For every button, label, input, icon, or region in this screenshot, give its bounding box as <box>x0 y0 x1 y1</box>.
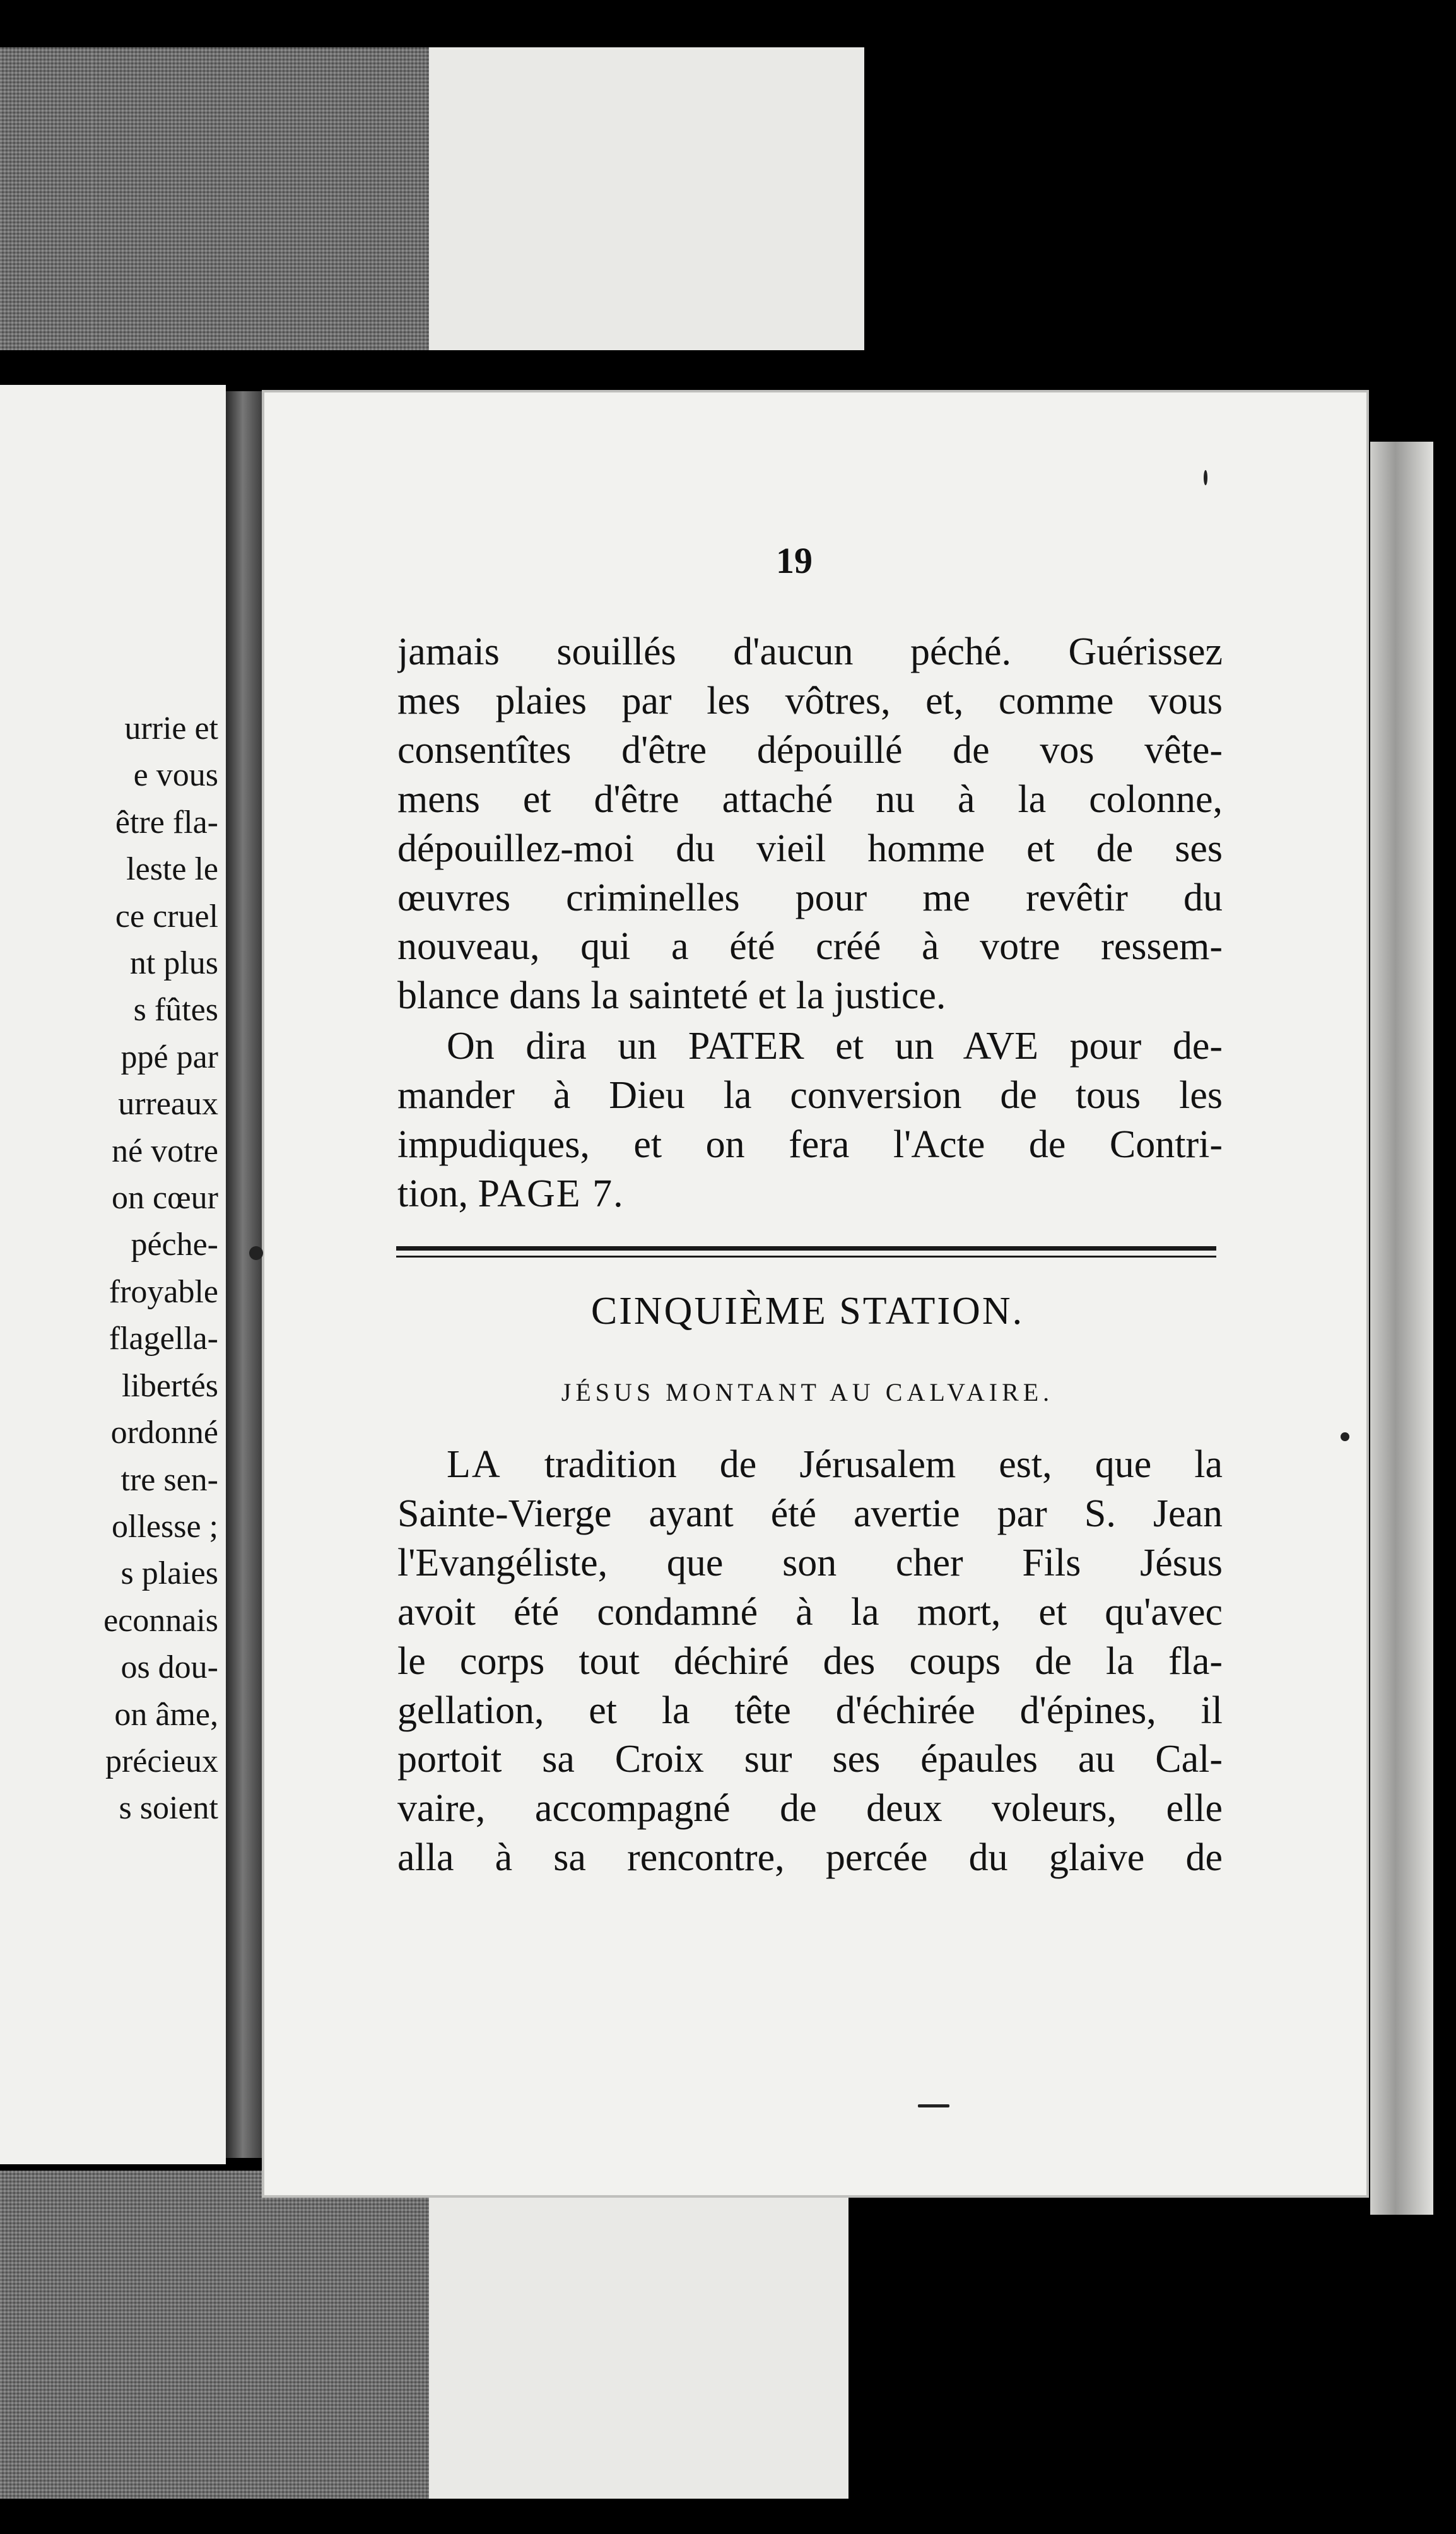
paragraph-prayer <box>397 628 1223 1021</box>
book-gutter <box>226 391 264 2158</box>
paper-strip-bottom <box>429 2171 848 2499</box>
left-page-text <box>10 705 218 1832</box>
section-rule-thin <box>396 1256 1216 1258</box>
text-line: alla à sa rencontre, percée du glaive de <box>397 1836 1223 1880</box>
text-line-last <box>397 1170 1223 1219</box>
drop-cap: LA <box>447 1443 502 1486</box>
text-line: vaire, accompagné de deux voleurs, elle <box>397 1787 1223 1830</box>
text-line: mens et d'être attaché nu à la colonne, <box>397 777 1223 821</box>
page-edges <box>1370 442 1433 2215</box>
left-line: être fla- <box>115 804 218 840</box>
text-line: gellation, et la tête d'échirée d'épines, il <box>397 1688 1223 1732</box>
left-line: s soient <box>119 1790 218 1827</box>
left-line: ordonné <box>110 1415 218 1451</box>
text-line: mes plaies par les vôtres, et, comme vous <box>397 679 1223 722</box>
paragraph-instruction <box>397 1022 1223 1071</box>
left-line: ce cruel <box>115 898 218 934</box>
scan-speck <box>1341 1432 1349 1441</box>
text-line: l'Evangéliste, que son cher Fils Jésus <box>397 1541 1223 1584</box>
section-heading: CINQUIÈME STATION. <box>590 1290 1024 1333</box>
text-line: avoit été condamné à la mort, et qu'avec <box>397 1590 1223 1634</box>
text-line <box>397 1441 1223 1490</box>
text-line: impudiques, et on fera l'Acte de Contri- <box>397 1123 1223 1166</box>
left-line: urreaux <box>118 1086 218 1123</box>
left-line: libertés <box>121 1367 218 1404</box>
text-line: mander à Dieu la conversion de tous les <box>397 1074 1223 1117</box>
left-line: ppé par <box>120 1039 218 1075</box>
left-line: froyable <box>109 1273 218 1310</box>
left-line: flagella- <box>109 1321 218 1357</box>
text-line: On dira un PATER et un AVE pour de- <box>447 1025 1223 1068</box>
left-line: e vous <box>133 757 218 794</box>
left-line: urrie et <box>124 710 218 746</box>
page-number: 19 <box>776 540 813 581</box>
paragraph-narrative <box>397 1441 1223 1883</box>
text-fragment: tradition de Jérusalem est, que la <box>501 1443 1223 1486</box>
text-line: consentîtes d'être dépouillé de vos vête- <box>397 728 1223 772</box>
scan-speck <box>1204 470 1207 485</box>
scan-speck <box>249 1246 263 1260</box>
left-line: précieux <box>105 1743 218 1779</box>
text-line: jamais souillés d'aucun péché. Guérissez <box>397 630 1223 673</box>
text-fragment: tion, <box>397 1172 478 1215</box>
text-line: blance dans la sainteté et la justice. <box>397 974 946 1018</box>
text-line: le corps tout déchiré des coups de la fla- <box>397 1639 1223 1683</box>
section-rule-thick <box>396 1246 1216 1251</box>
text-line: œuvres criminelles pour me revêtir du <box>397 876 1223 919</box>
text-line: Sainte-Vierge ayant été avertie par S. Jean <box>397 1492 1223 1535</box>
left-line: on âme, <box>114 1696 218 1733</box>
left-page <box>0 385 226 2164</box>
left-line: tre sen- <box>120 1461 218 1498</box>
page-reference: PAGE 7. <box>478 1172 625 1215</box>
left-line: econnais <box>103 1602 218 1639</box>
left-line: s plaies <box>120 1555 218 1592</box>
text-line: nouveau, qui a été créé à votre ressem- <box>397 925 1223 969</box>
left-line: os dou- <box>120 1649 218 1686</box>
section-subheading: JÉSUS MONTANT AU CALVAIRE. <box>561 1378 1054 1406</box>
paragraph-instruction-cont <box>397 1071 1223 1219</box>
paper-strip-top <box>429 47 864 350</box>
left-line: nt plus <box>129 945 218 982</box>
left-line: né votre <box>112 1133 218 1169</box>
binding-cloth-bottom <box>0 2171 429 2499</box>
left-line: ollesse ; <box>112 1508 218 1545</box>
left-line: on cœur <box>112 1180 218 1217</box>
left-line: leste le <box>126 851 218 888</box>
left-line: s fûtes <box>133 992 218 1028</box>
text-line: portoit sa Croix sur ses épaules au Cal- <box>397 1738 1223 1781</box>
binding-cloth-top-center <box>91 47 429 350</box>
text-line: dépouillez-moi du vieil homme et de ses <box>397 827 1223 870</box>
left-line: péche- <box>131 1227 218 1263</box>
scan-speck <box>918 2104 949 2107</box>
